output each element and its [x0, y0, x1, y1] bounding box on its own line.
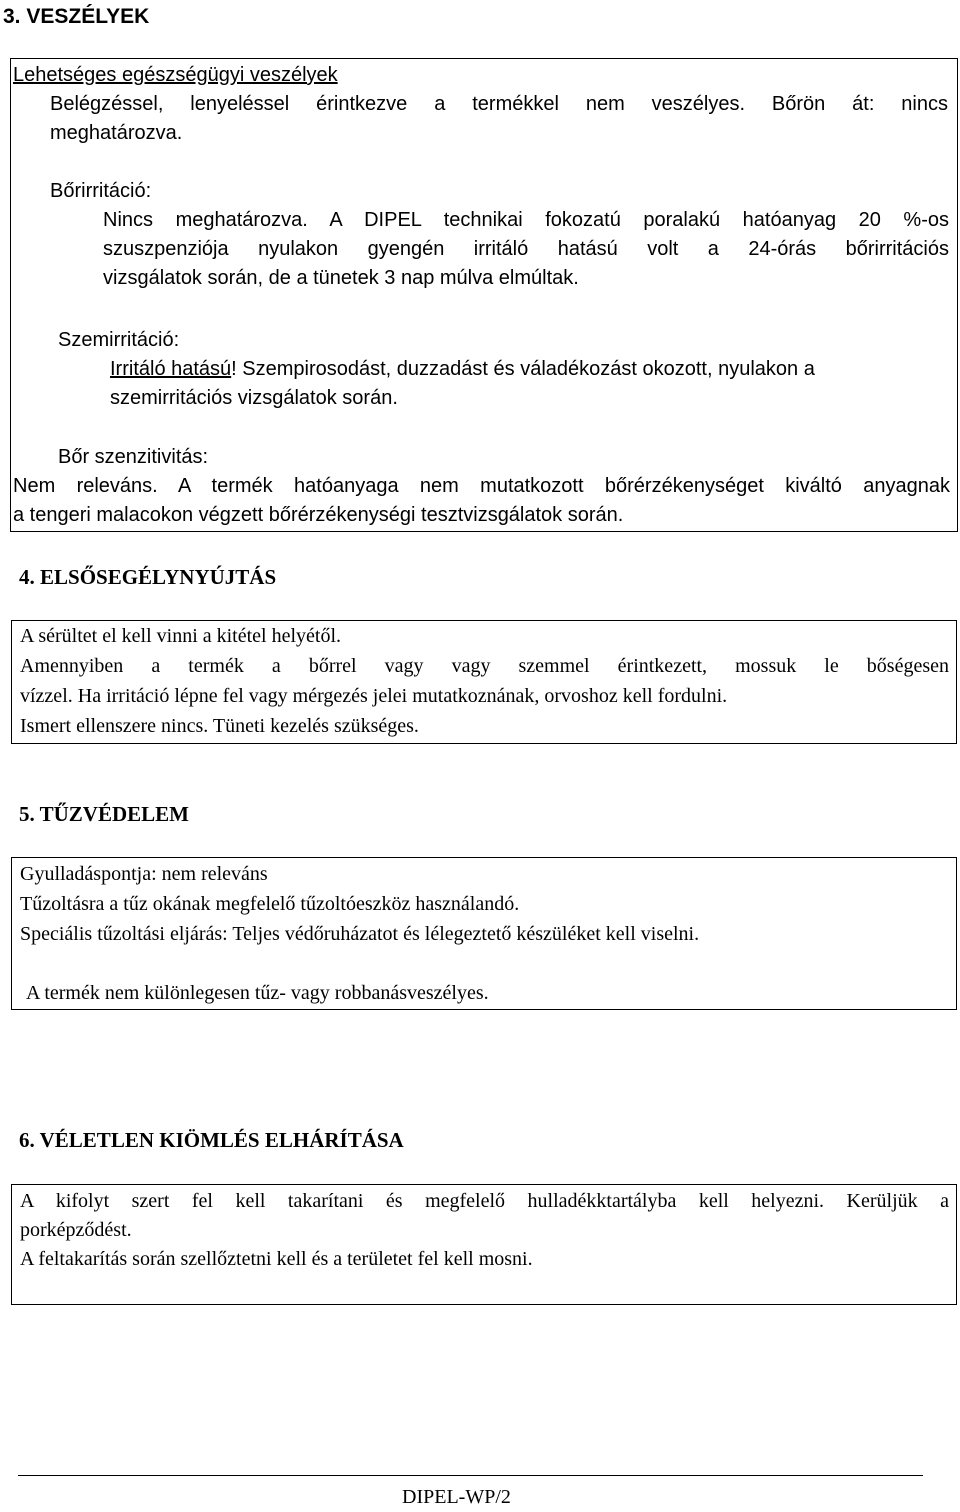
footer-rule — [18, 1475, 923, 1476]
fire-line-2: Tűzoltásra a tűz okának megfelelő tűzoltóeszköz használandó. — [20, 893, 520, 915]
skin-irritation-line-2: szuszpenziója nyulakon gyengén irritáló hatású volt a 24-órás bőrirritációs — [103, 238, 949, 260]
sensitization-line-1: Nem releváns. A termék hatóanyaga nem mutatkozott bőrérzékenységet kiváltó anyagnak — [13, 475, 950, 497]
spill-line-3: A feltakarítás során szellőztetni kell és a területet fel kell mosni. — [20, 1248, 533, 1270]
fire-line-4: A termék nem különlegesen tűz- vagy robbanásveszélyes. — [26, 982, 489, 1004]
spill-line-2: porképződést. — [20, 1219, 132, 1241]
eye-irritation-heading: Szemirritáció: — [58, 329, 180, 351]
spill-line-1: A kifolyt szert fel kell takarítani és megfelelő hulladékktartályba kell helyezni. Kerüljük a — [20, 1190, 949, 1212]
section3-title: 3. VESZÉLYEK — [3, 5, 150, 28]
inhalation-line-2: meghatározva. — [50, 122, 183, 144]
section5-title: 5. TŰZVÉDELEM — [19, 802, 189, 826]
eye-irritation-underlined: Irritáló hatású — [110, 358, 232, 380]
section4-title: 4. ELSŐSEGÉLYNYÚJTÁS — [19, 565, 277, 589]
firstaid-line-4: Ismert ellenszere nincs. Tüneti kezelés szükséges. — [20, 715, 419, 737]
eye-irritation-rest: ! Szempirosodást, duzzadást és váladékozást okozott, nyulakon a — [231, 358, 815, 380]
fire-line-1: Gyulladáspontja: nem releváns — [20, 863, 268, 885]
footer-page-label: DIPEL-WP/2 — [402, 1486, 511, 1508]
firstaid-line-1: A sérültet el kell vinni a kitétel helyétől. — [20, 625, 342, 647]
sensitization-heading: Bőr szenzitivitás: — [58, 446, 209, 468]
fire-line-3: Speciális tűzoltási eljárás: Teljes védőruházatot és lélegeztető készüléket kell viselni. — [20, 923, 700, 945]
skin-irritation-heading: Bőrirritáció: — [50, 180, 152, 202]
eye-irritation-line-2: szemirritációs vizsgálatok során. — [110, 387, 398, 409]
skin-irritation-line-3: vizsgálatok során, de a tünetek 3 nap múlva elmúltak. — [103, 267, 579, 289]
health-hazards-heading: Lehetséges egészségügyi veszélyek — [13, 64, 338, 86]
firstaid-line-2: Amennyiben a termék a bőrrel vagy vagy szemmel érintkezett, mossuk le bőségesen — [20, 655, 949, 677]
inhalation-line-1: Belégzéssel, lenyeléssel érintkezve a termékkel nem veszélyes. Bőrön át: nincs — [50, 93, 948, 115]
eye-irritation-line-1 — [110, 355, 950, 384]
section6-title: 6. VÉLETLEN KIÖMLÉS ELHÁRÍTÁSA — [19, 1128, 404, 1152]
firstaid-line-3: vízzel. Ha irritáció lépne fel vagy mérgezés jelei mutatkoznának, orvoshoz kell fordulni. — [20, 685, 728, 707]
sensitization-line-2: a tengeri malacokon végzett bőrérzékenységi tesztvizsgálatok során. — [13, 504, 624, 526]
skin-irritation-line-1: Nincs meghatározva. A DIPEL technikai fokozatú poralakú hatóanyag 20 %-os — [103, 209, 949, 231]
